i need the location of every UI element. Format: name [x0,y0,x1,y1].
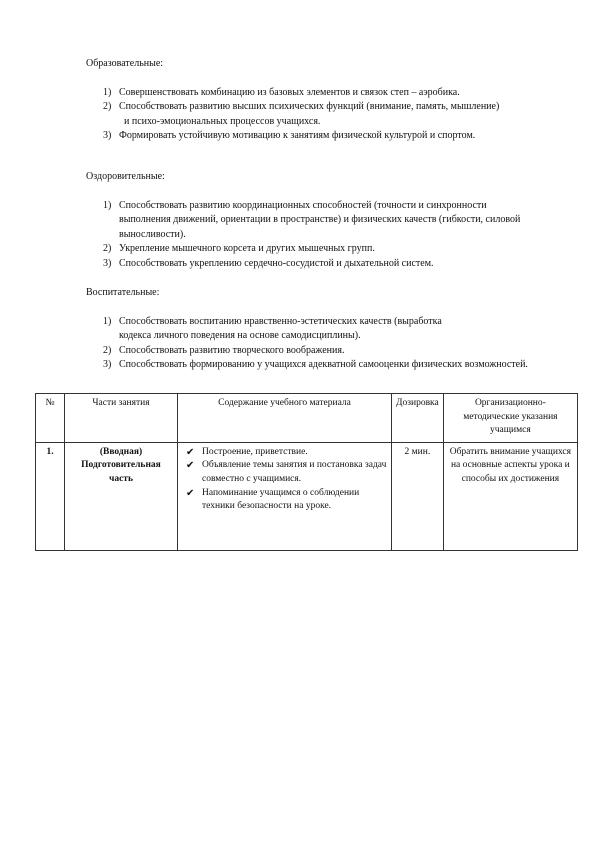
row-number: 1. [36,442,65,550]
check-icon: ✔ [186,446,195,458]
row-dose: 2 мин. [392,442,444,550]
item-text: Способствовать укреплению сердечно-сосудистой и дыхательной систем. [119,257,434,269]
list-item [86,257,556,272]
section-educational [86,57,556,144]
check-icon: ✔ [186,487,195,499]
section-upbringing [86,286,556,373]
header-dose: Дозировка [392,394,444,443]
list-item [182,446,387,460]
list-item [86,199,556,243]
item-number: 3) [103,257,112,269]
item-number: 1) [103,86,112,98]
table-row [36,442,578,550]
header-part: Части занятия [65,394,178,443]
part-label-name: Подготовительная часть [81,460,161,484]
list-item [86,344,556,359]
list-item [86,129,556,144]
part-label-intro: (Вводная) [99,446,143,457]
list-item [86,86,556,101]
list-item [86,242,556,257]
header-notes: Организационно-методические указания учащимся [443,394,577,443]
list-item [86,115,556,130]
table-header-row [36,394,578,443]
item-number: 2) [103,243,112,254]
content-text: Построение, приветствие. [202,446,308,457]
header-number: № [36,394,65,443]
list-item [86,100,556,115]
goal-list [86,86,556,144]
section-heading: Оздоровительные: [86,171,165,182]
check-icon: ✔ [186,460,195,472]
item-number: 3) [103,359,112,370]
item-text: Способствовать развитию высших психических функций (внимание, память, мышление) [119,101,500,112]
content-text: Объявление темы занятия и постановка задач совместно с учащимися. [202,460,387,484]
list-item [86,315,556,344]
item-text: Способствовать формированию у учащихся адекватной самооценки физических возможностей. [119,359,528,370]
row-notes: Обратить внимание учащихся на основные аспекты урока и способы их достижения [443,442,577,550]
item-text: Способствовать развитию творческого воображения. [119,344,345,356]
goal-list [86,315,556,373]
section-heading: Образовательные: [86,58,164,69]
section-heading: Воспитательные: [86,287,160,298]
header-content: Содержание учебного материала [178,394,392,443]
item-number: 1) [103,199,112,211]
item-text: Укрепление мышечного корсета и других мышечных групп. [119,243,375,254]
item-number: 2) [103,101,112,112]
item-text: Совершенствовать комбинацию из базовых элементов и связок степ – аэробика. [119,86,460,98]
item-number: 3) [103,130,112,141]
item-text: Способствовать воспитанию нравственно-эстетических качеств (выработка кодекса личного поведения на основе самодисциплины). [119,315,442,341]
list-item [86,358,556,373]
list-item [182,487,387,514]
lesson-table [35,393,578,551]
item-text: Формировать устойчивую мотивацию к занятиям физической культурой и спортом. [119,130,476,141]
content-list [182,446,387,514]
item-number: 2) [103,344,112,356]
row-content [178,442,392,550]
goal-list [86,199,556,272]
list-item [182,459,387,486]
row-part [65,442,178,550]
item-text: Способствовать развитию координационных способностей (точности и синхронности выполнения движений, ориентации в пространстве) и физических качеств (гибкости, силовой выносливости). [119,199,521,240]
item-number: 1) [103,315,112,327]
section-health [86,170,556,271]
item-text: и психо-эмоциональных процессов учащихся. [119,115,321,127]
content-text: Напоминание учащимся о соблюдении техники безопасности на уроке. [202,487,360,512]
